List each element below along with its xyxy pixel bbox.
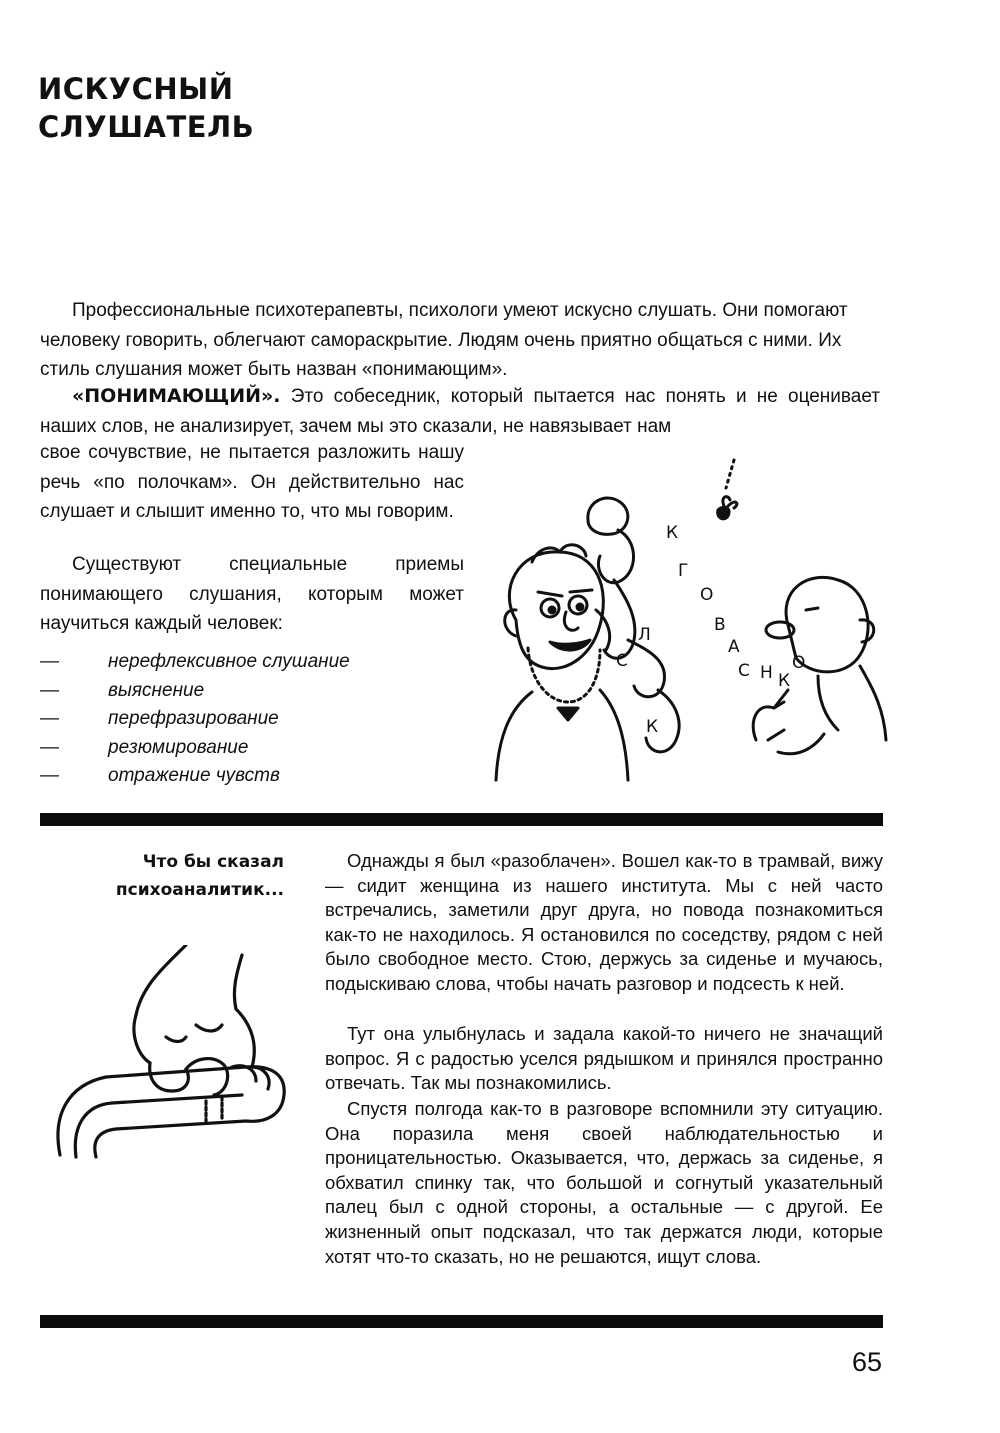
definition-term: «ПОНИМАЮЩИЙ». [72, 385, 281, 407]
list-item-label: резюмирование [108, 736, 249, 758]
list-item [40, 705, 350, 734]
list-item-label: выяснение [108, 679, 205, 701]
definition-continued: свое сочувствие, не пытается разложить нашу речь «по полочкам». Он действительно нас слушает и слышит именно то, что мы говорим. [40, 442, 464, 522]
list-dash: — [40, 679, 59, 701]
definition-text: Это собеседник, который пытается нас понять и не оценивает наших слов, не анализирует, зачем мы это сказали, не навязывает нам [40, 386, 880, 437]
chain-letter: К [646, 717, 659, 737]
techniques-list [40, 648, 350, 791]
page-number: 65 [851, 1347, 882, 1377]
chain-letter: А [728, 637, 740, 657]
sidebar-title-line-2: психоаналитик... [115, 880, 284, 900]
chain-letter: Н [760, 663, 773, 683]
story-paragraph-1: Однажды я был «разоблачен». Вошел как-то в трамвай, вижу — сидит женщина из нашего института. Мы с ней часто встречались, заметили друг друга, но повода познакомиться как-то не находилось. Я остановился по соседству, рядом с ней было свободное место. Стою, держусь за сиденье и мучаюсь, подыскиваю слова, чтобы начать разговор и подсесть к ней. [325, 850, 883, 994]
list-item [40, 648, 350, 677]
cartoon-illustration [488, 440, 888, 785]
chain-letter: С [616, 651, 628, 671]
chain-letter: О [700, 585, 714, 605]
title-line-1: ИСКУСНЫЙ [38, 72, 234, 106]
list-item [40, 677, 350, 706]
techniques-intro: Существуют специальные приемы понимающего слушания, которым может научиться каждый человек: [40, 554, 464, 634]
chain-letter: С [738, 661, 750, 681]
list-item-label: отражение чувств [108, 765, 280, 786]
chain-letter: Л [638, 625, 651, 645]
list-item [40, 734, 350, 763]
title-line-2: СЛУШАТЕЛЬ [38, 110, 255, 144]
chain-letter: О [792, 653, 806, 673]
right-person-hand [753, 690, 824, 754]
intro-paragraph: Профессиональные психотерапевты, психологи умеют искусно слушать. Они помогают человеку говорить, облегчают самораскрытие. Людям очень приятно общаться с ними. Их стиль слушания может быть назван «понимающим». [40, 300, 848, 380]
chain-letter: Г [678, 561, 689, 581]
chain-letter: В [714, 615, 726, 635]
page-title [38, 70, 254, 146]
index-finger [186, 1059, 228, 1095]
chain-letter: К [778, 671, 791, 691]
list-dash: — [40, 651, 59, 672]
list-item [40, 762, 350, 791]
story-paragraph-3: Спустя полгода как-то в разговоре вспомнили эту ситуацию. Она поразила меня своей наблюдательностью и проницательностью. Оказывается, что, держась за сиденье, я обхватил спинку так, что большой и согнутый указательный палец был с одной стороны, а остальные — с другой. Ее жизненный опыт подсказал, что так держатся люди, которые хотят что-то сказать, но не решаются, ищут слова. [325, 1098, 883, 1267]
list-dash: — [40, 708, 59, 729]
list-dash: — [40, 736, 59, 758]
thumb [150, 1063, 189, 1091]
section-divider-bottom [40, 1315, 883, 1328]
section-divider-top [40, 813, 883, 826]
chain-letter: К [666, 523, 679, 543]
list-item-label: нерефлексивное слушание [108, 651, 350, 672]
word-chain [588, 498, 628, 534]
list-dash: — [40, 765, 59, 786]
sidebar-title [40, 848, 284, 904]
seat-rail [58, 1067, 284, 1157]
story-paragraph-2: Тут она улыбнулась и задала какой-то ничего не значащий вопрос. Я с радостью уселся рядышком и принялся пространно отвечать. Так мы познакомились. [325, 1023, 883, 1094]
left-man-beard [528, 648, 600, 702]
hand-illustration [46, 945, 296, 1160]
definition-paragraph [40, 382, 880, 441]
sidebar-title-line-1: Что бы сказал [142, 852, 284, 872]
list-item-label: перефразирование [108, 708, 279, 729]
